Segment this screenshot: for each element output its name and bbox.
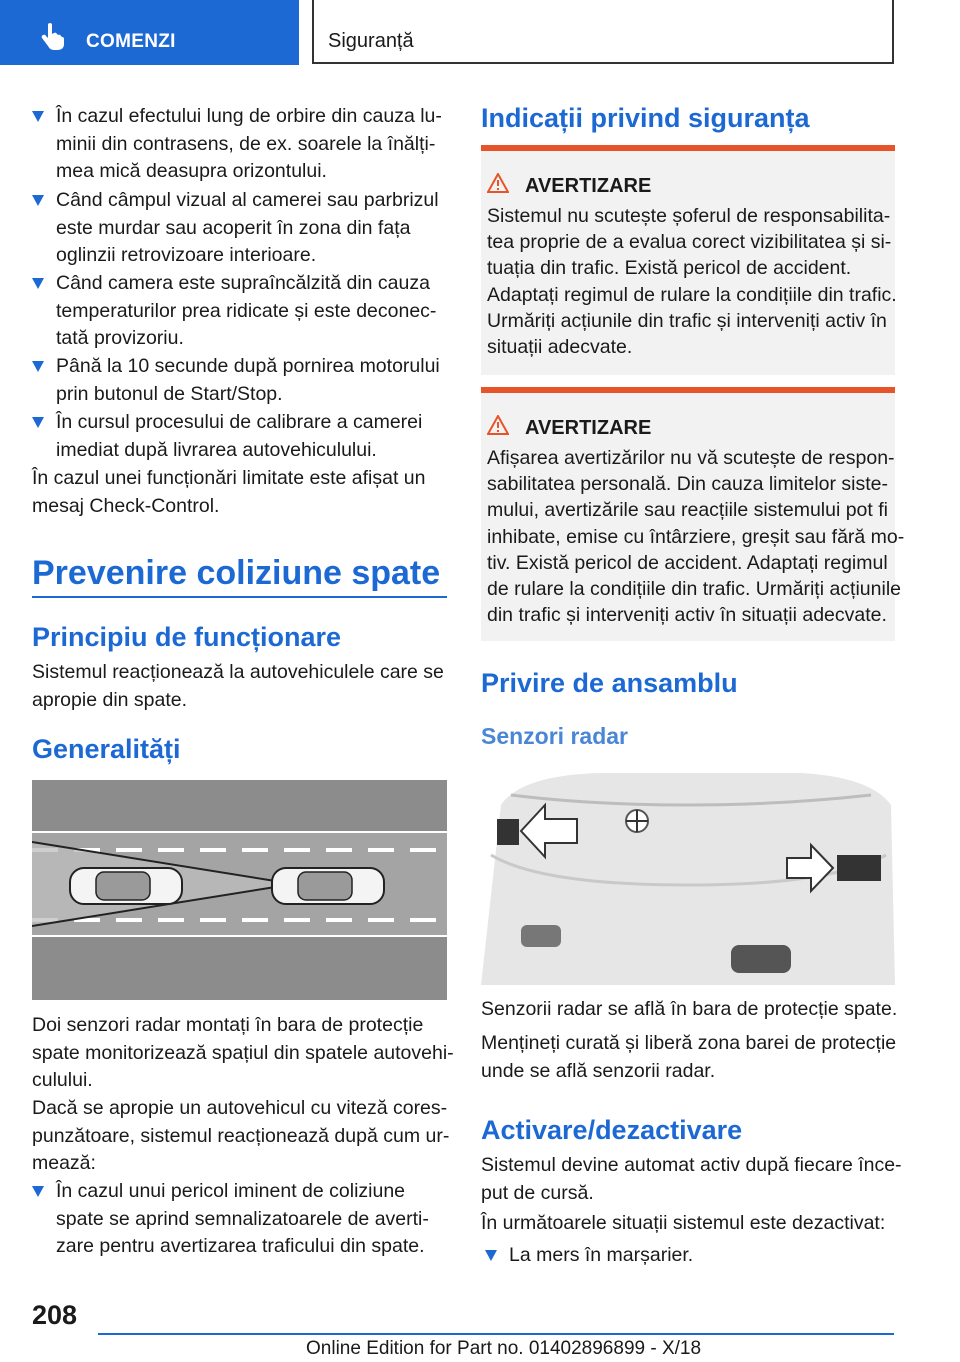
footer-rule: [98, 1333, 894, 1335]
warning-title: AVERTIZARE: [525, 175, 652, 197]
radar-text-1: Senzorii radar se află în bara de protecție spate.: [481, 998, 898, 1020]
page-title: Prevenire coliziune spate: [32, 554, 441, 592]
radar-subheading: Senzori radar: [481, 723, 628, 749]
bullet-triangle-icon: [32, 111, 44, 122]
bullet-triangle-icon: [32, 195, 44, 206]
activation-heading: Activare/dezactivare: [481, 1115, 743, 1145]
radar-coverage-figure: [32, 780, 447, 1000]
hand-pointer-icon: [40, 22, 64, 50]
bullet-triangle-icon: [32, 361, 44, 372]
bullet-triangle-icon: [485, 1250, 497, 1261]
bullet-triangle-icon: [32, 417, 44, 428]
chapter-tab-label: COMENZI: [86, 31, 176, 52]
overview-heading: Privire de ansamblu: [481, 668, 738, 698]
footer-edition: Online Edition for Part no. 01402896899 - X/18: [306, 1338, 702, 1359]
bullet-triangle-icon: [32, 1186, 44, 1197]
activation-text-2: În următoarele situații sistemul este dezactivat:: [481, 1212, 886, 1234]
general-heading: Generalități: [32, 734, 181, 764]
principle-heading: Principiu de funcționare: [32, 622, 342, 652]
warning-triangle-icon: [487, 173, 509, 193]
warning-text: Afișarea avertizărilor nu vă scutește de respon- sabilitatea personală. Din cauza limitelor siste- mului, avertizările sau reacțiile sistemului pot fi inhibate, emise cu întârziere, greșit sau fără mo- tiv. Există pericol de accident. Adaptați regimul de rulare la condițiile din trafic. Urmăriți acțiunile din trafic și interveniți activ în situații adecvate.: [487, 447, 905, 627]
radar-text-2: Mențineți curată și liberă zona barei de protecție unde se află senzorii radar.: [481, 1032, 897, 1082]
general-text-2: Dacă se apropie un autovehicul cu viteză cores- punzătoare, sistemul reacționează după cum ur- mează:: [32, 1097, 450, 1175]
car-approaching: [70, 868, 182, 904]
section-header: [312, 0, 894, 64]
warning-text: Sistemul nu scutește șoferul de responsabilita- tea proprie de a evalua corect vizibilitatea și si- tuația din trafic. Există pericol de accident. Adaptați regimul de rulare la condițiile din trafic. Urmăriți acțiunile din trafic și interveniți activ în situații adecvate.: [487, 205, 897, 359]
limited-note: În cazul unei funcționări limitate este afișat un mesaj Check-Control.: [32, 467, 426, 517]
page-number: 208: [32, 1300, 78, 1330]
radar-sensor-left: [497, 819, 519, 845]
warning-title: AVERTIZARE: [525, 417, 652, 439]
section-header-label: Siguranță: [328, 30, 414, 52]
warning-box-2: [481, 387, 905, 641]
warning-box-1: [481, 145, 895, 375]
rear-bumper-figure: [481, 765, 895, 985]
safety-heading: Indicații privind siguranța: [481, 103, 810, 133]
car-own: [272, 868, 384, 904]
radar-sensor-right: [837, 855, 881, 881]
bullet-triangle-icon: [32, 278, 44, 289]
principle-text: Sistemul reacționează la autovehiculele care se apropie din spate.: [32, 661, 444, 711]
activation-text-1: Sistemul devine automat activ după fiecare înce- put de cursă.: [481, 1154, 902, 1204]
general-text-1: Doi senzori radar montați în bara de protecție spate monitorizează spațiul din spatele autovehi- culului.: [32, 1014, 454, 1092]
title-rule: [32, 596, 447, 598]
chapter-tab[interactable]: [0, 0, 299, 65]
warning-triangle-icon: [487, 415, 509, 435]
